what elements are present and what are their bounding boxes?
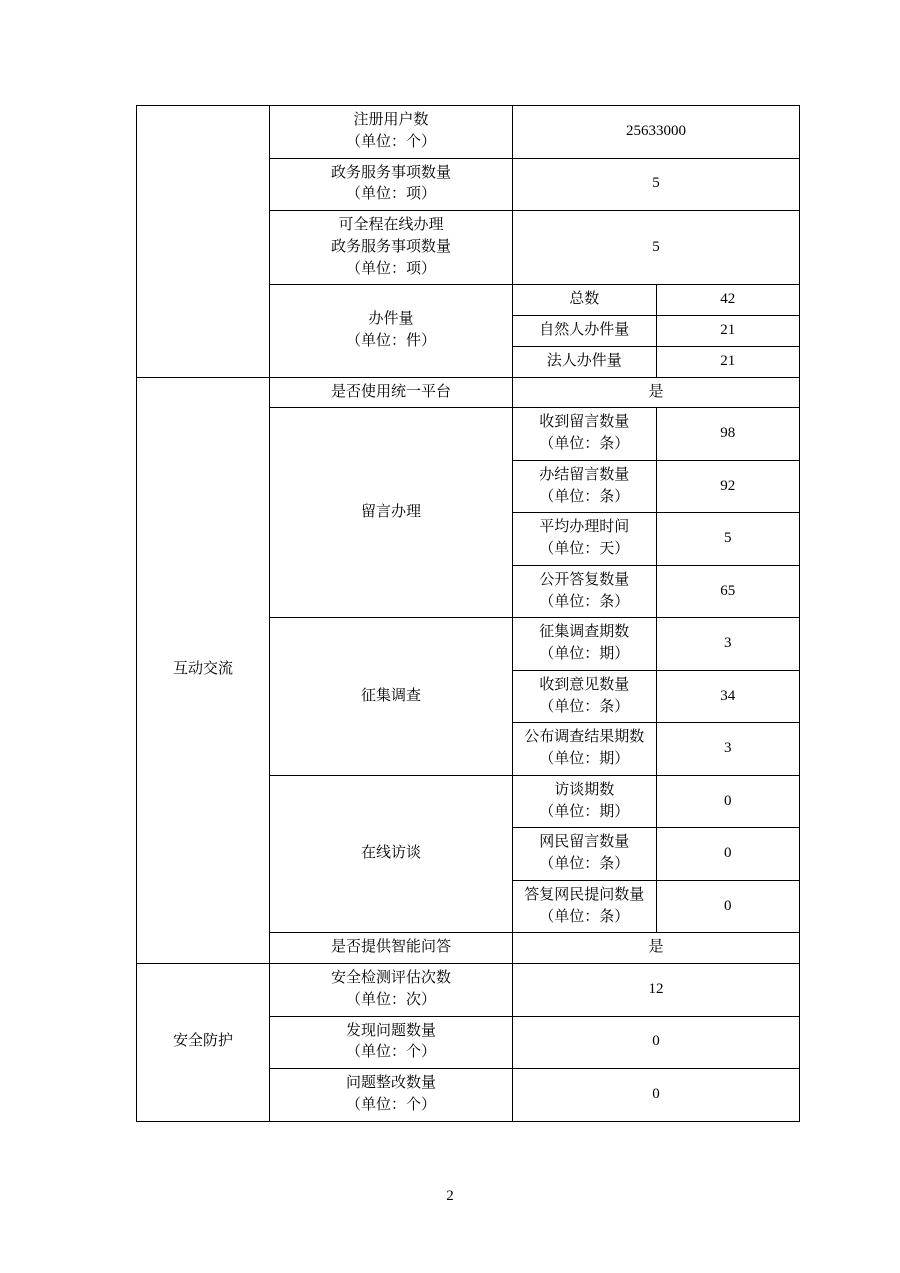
item-smart-qa: 是否提供智能问答 bbox=[270, 933, 513, 964]
item-registered-users bbox=[270, 106, 513, 159]
value-opinions-received: 34 bbox=[656, 670, 800, 723]
item-label-line2: （单位：项） bbox=[345, 186, 436, 203]
sub-label-line1: 征集调查期数 bbox=[539, 624, 630, 641]
table-row bbox=[137, 106, 800, 159]
value-full-online-items: 5 bbox=[513, 211, 800, 285]
item-survey: 征集调查 bbox=[270, 618, 513, 776]
sub-label-line1: 平均办理时间 bbox=[539, 519, 630, 536]
item-label-line1: 安全检测评估次数 bbox=[330, 970, 451, 986]
category-cell-service bbox=[137, 106, 270, 378]
sub-label-public-replies bbox=[513, 565, 657, 618]
sub-label-line1: 公布调查结果期数 bbox=[524, 729, 645, 746]
government-website-report-table bbox=[136, 105, 800, 1122]
item-unified-platform: 是否使用统一平台 bbox=[270, 377, 513, 408]
sub-label-line2: （单位：条） bbox=[539, 908, 630, 925]
category-cell-interaction: 互动交流 bbox=[137, 377, 270, 964]
category-cell-security: 安全防护 bbox=[137, 964, 270, 1122]
sub-label-line1: 访谈期数 bbox=[554, 781, 615, 798]
value-total: 42 bbox=[656, 285, 800, 316]
value-smart-qa: 是 bbox=[513, 933, 800, 964]
value-netizen-messages: 0 bbox=[656, 828, 800, 881]
sub-label-messages-received bbox=[513, 408, 657, 461]
item-full-online-items bbox=[270, 211, 513, 285]
item-label-line2: （单位：个） bbox=[345, 1044, 436, 1061]
value-legal-person: 21 bbox=[656, 346, 800, 377]
sub-label-interview-sessions bbox=[513, 775, 657, 828]
item-label-line2: （单位：次） bbox=[345, 991, 436, 1008]
sub-label-total: 总数 bbox=[513, 285, 657, 316]
sub-label-line2: （单位：条） bbox=[539, 698, 630, 715]
value-security-assessments: 12 bbox=[513, 964, 800, 1017]
sub-label-opinions-received bbox=[513, 670, 657, 723]
item-label-line2: 政务服务事项数量 bbox=[330, 238, 451, 255]
value-unified-platform: 是 bbox=[513, 377, 800, 408]
sub-label-netizen-replies bbox=[513, 880, 657, 933]
value-messages-received: 98 bbox=[656, 408, 800, 461]
sub-label-line1: 公开答复数量 bbox=[539, 571, 630, 588]
sub-label-line2: （单位：条） bbox=[539, 593, 630, 610]
item-label-line3: （单位：项） bbox=[345, 260, 436, 277]
item-label-line2: （单位：件） bbox=[345, 332, 436, 349]
value-gov-service-items: 5 bbox=[513, 158, 800, 211]
item-gov-service-items bbox=[270, 158, 513, 211]
item-label-line1: 政务服务事项数量 bbox=[330, 164, 451, 181]
value-problems-rectified: 0 bbox=[513, 1069, 800, 1122]
sub-label-line2: （单位：条） bbox=[539, 856, 630, 872]
sub-label-line1: 网民留言数量 bbox=[539, 834, 630, 851]
sub-label-line2: （单位：条） bbox=[539, 436, 630, 452]
sub-label-line1: 收到意见数量 bbox=[539, 676, 630, 693]
sub-label-line1: 办结留言数量 bbox=[539, 466, 630, 483]
item-label-line1: 办件量 bbox=[368, 311, 414, 328]
item-message-handling: 留言办理 bbox=[270, 408, 513, 618]
sub-label-line2: （单位：期） bbox=[539, 803, 630, 820]
item-label-line1: 注册用户数 bbox=[353, 112, 429, 128]
sub-label-legal-person: 法人办件量 bbox=[513, 346, 657, 377]
page-number: 2 bbox=[446, 1188, 454, 1204]
table-row bbox=[137, 964, 800, 1017]
item-label-line1: 发现问题数量 bbox=[345, 1022, 436, 1039]
item-online-interview: 在线访谈 bbox=[270, 775, 513, 933]
value-netizen-replies: 0 bbox=[656, 880, 800, 933]
sub-label-line1: 答复网民提问数量 bbox=[524, 886, 645, 903]
value-natural-person: 21 bbox=[656, 316, 800, 347]
item-label-line1: 可全程在线办理 bbox=[338, 217, 444, 233]
table-row bbox=[137, 377, 800, 408]
item-label-line2: （单位：个） bbox=[345, 133, 436, 150]
sub-label-line2: （单位：天） bbox=[539, 541, 630, 557]
sub-label-line2: （单位：期） bbox=[539, 751, 630, 767]
value-results-published: 3 bbox=[656, 723, 800, 776]
item-label-line1: 问题整改数量 bbox=[345, 1075, 436, 1091]
sub-label-results-published bbox=[513, 723, 657, 776]
item-security-assessments bbox=[270, 964, 513, 1017]
value-average-handling-time: 5 bbox=[656, 513, 800, 566]
sub-label-messages-completed bbox=[513, 460, 657, 513]
value-messages-completed: 92 bbox=[656, 460, 800, 513]
value-public-replies: 65 bbox=[656, 565, 800, 618]
item-problems-found bbox=[270, 1016, 513, 1069]
value-interview-sessions: 0 bbox=[656, 775, 800, 828]
value-survey-sessions: 3 bbox=[656, 618, 800, 671]
sub-label-line1: 收到留言数量 bbox=[539, 414, 630, 431]
value-problems-found: 0 bbox=[513, 1016, 800, 1069]
sub-label-natural-person: 自然人办件量 bbox=[513, 316, 657, 347]
report-table-container bbox=[136, 105, 784, 1122]
sub-label-netizen-messages bbox=[513, 828, 657, 881]
value-registered-users: 25633000 bbox=[513, 106, 800, 159]
sub-label-line2: （单位：条） bbox=[539, 488, 630, 505]
sub-label-line2: （单位：期） bbox=[539, 646, 630, 662]
sub-label-survey-sessions bbox=[513, 618, 657, 671]
item-problems-rectified bbox=[270, 1069, 513, 1122]
sub-label-average-handling-time bbox=[513, 513, 657, 566]
item-label-line2: （单位：个） bbox=[345, 1096, 436, 1113]
item-handled-volume bbox=[270, 285, 513, 377]
